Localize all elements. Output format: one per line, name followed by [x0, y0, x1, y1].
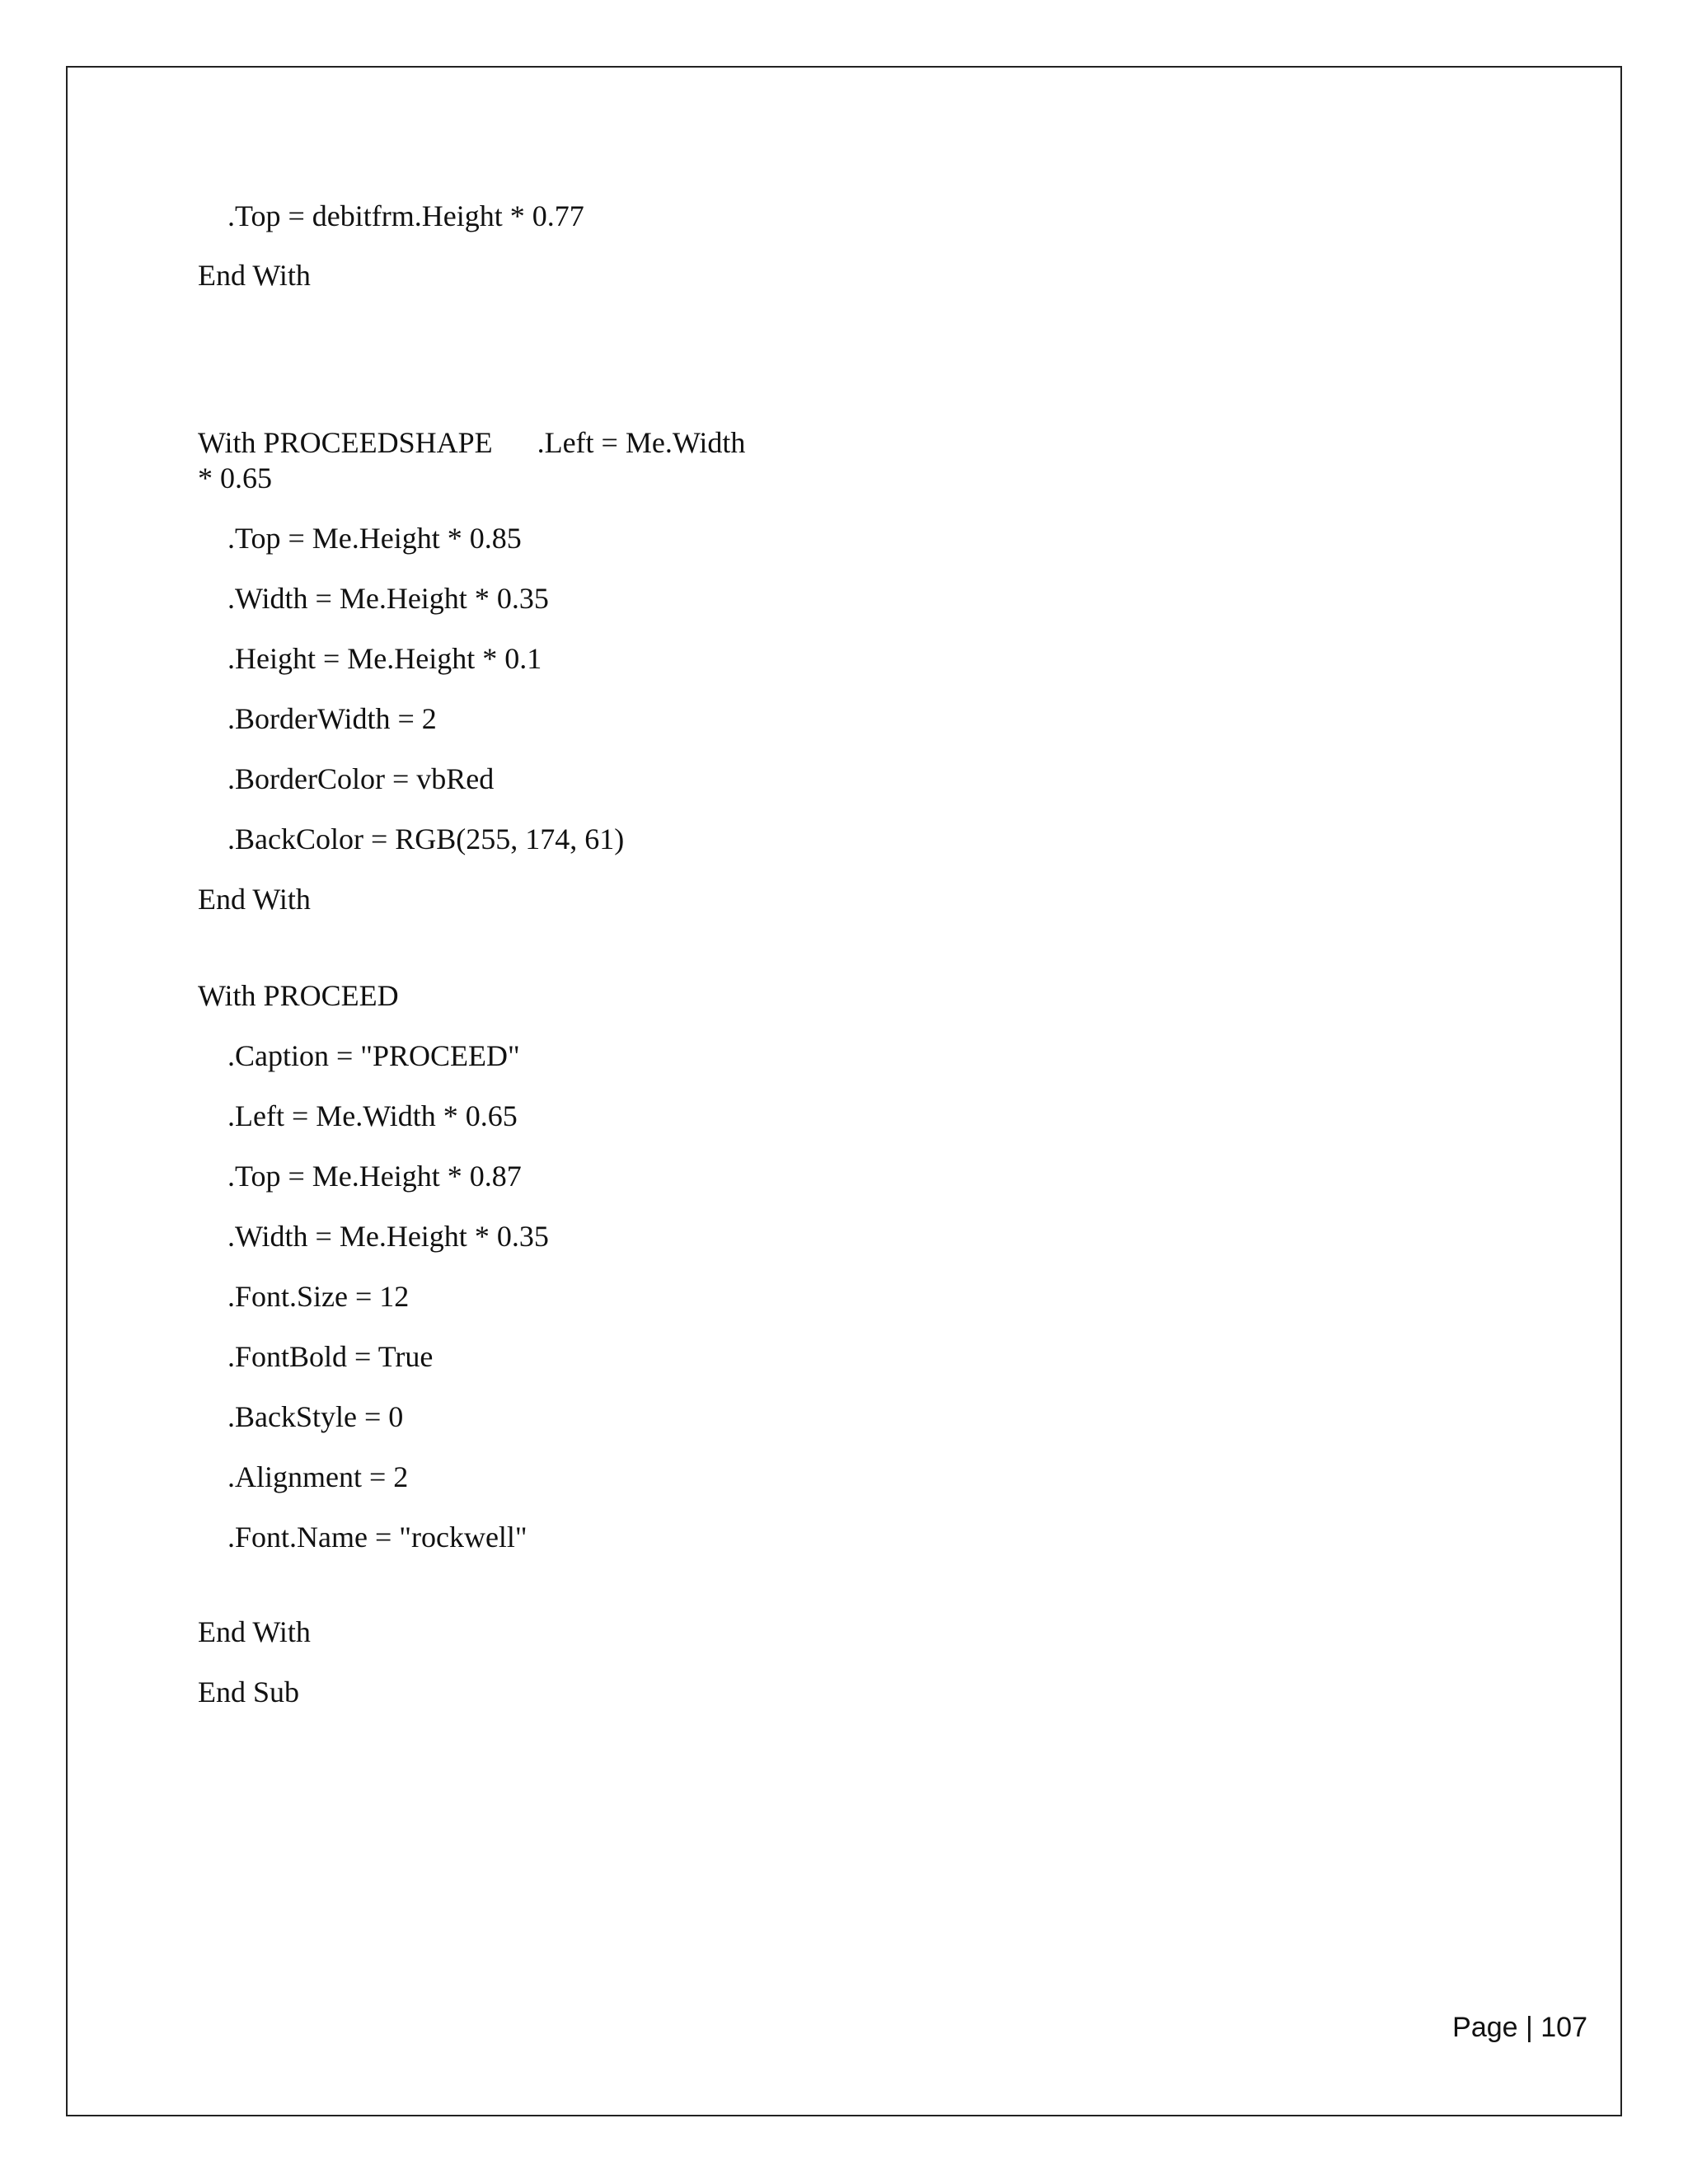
code-line: .Alignment = 2 [227, 1460, 409, 1493]
code-line: .Font.Name = "rockwell" [227, 1521, 528, 1554]
code-line: .Top = Me.Height * 0.87 [227, 1160, 522, 1193]
code-line: .BorderColor = vbRed [227, 762, 495, 795]
code-line: .Left = Me.Width * 0.65 [227, 1099, 518, 1132]
code-line: .Width = Me.Height * 0.35 [227, 1220, 549, 1253]
page-border [66, 66, 1622, 2116]
code-line: With PROCEEDSHAPE .Left = Me.Width [198, 426, 746, 459]
code-line: .BackColor = RGB(255, 174, 61) [227, 823, 625, 855]
code-line: .BackStyle = 0 [227, 1400, 404, 1433]
code-line: .Width = Me.Height * 0.35 [227, 582, 549, 615]
code-line: End Sub [198, 1675, 300, 1708]
code-line: End With [198, 1615, 311, 1648]
code-line: .BorderWidth = 2 [227, 702, 437, 735]
code-line: .Height = Me.Height * 0.1 [227, 642, 542, 675]
code-line: .Font.Size = 12 [227, 1280, 410, 1313]
code-line: End With [198, 883, 311, 916]
page-number: Page | 107 [1452, 2012, 1587, 2043]
code-line: .Top = debitfrm.Height * 0.77 [227, 199, 584, 232]
code-line: .FontBold = True [227, 1340, 434, 1373]
code-line: .Caption = "PROCEED" [227, 1039, 520, 1072]
code-line: * 0.65 [198, 462, 272, 494]
code-line: .Top = Me.Height * 0.85 [227, 522, 522, 555]
code-line: With PROCEED [198, 979, 399, 1012]
code-line: End With [198, 259, 311, 292]
